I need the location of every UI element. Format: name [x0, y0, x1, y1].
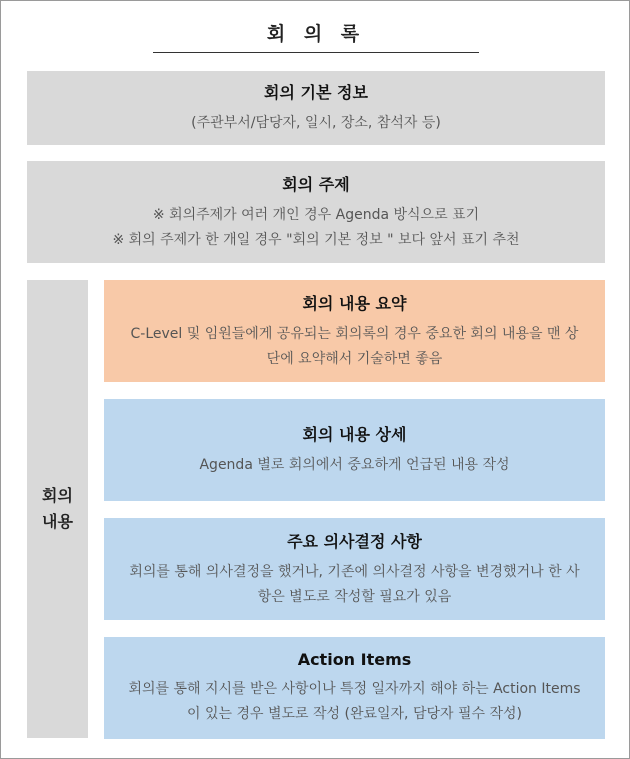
- content-label-line-2: 내용: [42, 512, 73, 531]
- summary-line-1: C-Level 및 임원들에게 공유되는 회의록의 경우 중요한 회의 내용을 맨 상: [130, 325, 579, 342]
- detail-heading: 회의 내용 상세: [302, 425, 407, 444]
- decisions-line-1: 회의를 통해 의사결정을 했거나, 기존에 의사결정 사항을 변경했거나 한 사: [129, 563, 580, 580]
- summary-box: [104, 280, 605, 382]
- decisions-heading: 주요 의사결정 사항: [287, 531, 422, 551]
- decisions-box: [104, 518, 605, 620]
- basic-info-desc: (주관부서/담당자, 일시, 장소, 참석자 등): [191, 115, 441, 131]
- topic-heading: 회의 주제: [282, 174, 350, 194]
- detail-box: [104, 399, 605, 501]
- topic-note-1: ※ 회의주제가 여러 개인 경우 Agenda 방식으로 표기: [152, 206, 480, 223]
- summary-line-2: 단에 요약해서 기술하면 좋음: [266, 350, 443, 367]
- basic-info-heading: 회의 기본 정보: [264, 83, 368, 102]
- content-side-label: [27, 280, 88, 738]
- page-title: 회 의 록: [153, 17, 479, 53]
- action-items-line-1: 회의를 통해 지시를 받은 사항이나 특정 일자까지 해야 하는 Action Items: [128, 680, 581, 697]
- action-items-heading: Action Items: [297, 649, 412, 669]
- detail-line-1: Agenda 별로 회의에서 중요하게 언급된 내용 작성: [199, 457, 510, 473]
- topic-note-2: ※ 회의 주제가 한 개일 경우 "회의 기본 정보 " 보다 앞서 표기 추천: [112, 231, 520, 248]
- topic-box: [27, 161, 605, 263]
- decisions-line-2: 항은 별도로 작성할 필요가 있음: [257, 588, 452, 605]
- action-items-line-2: 이 있는 경우 별도로 작성 (완료일자, 담당자 필수 작성): [187, 705, 522, 722]
- basic-info-box: [27, 71, 605, 145]
- summary-heading: 회의 내용 요약: [302, 293, 407, 313]
- action-items-box: [104, 637, 605, 739]
- content-label-line-1: 회의: [42, 486, 73, 505]
